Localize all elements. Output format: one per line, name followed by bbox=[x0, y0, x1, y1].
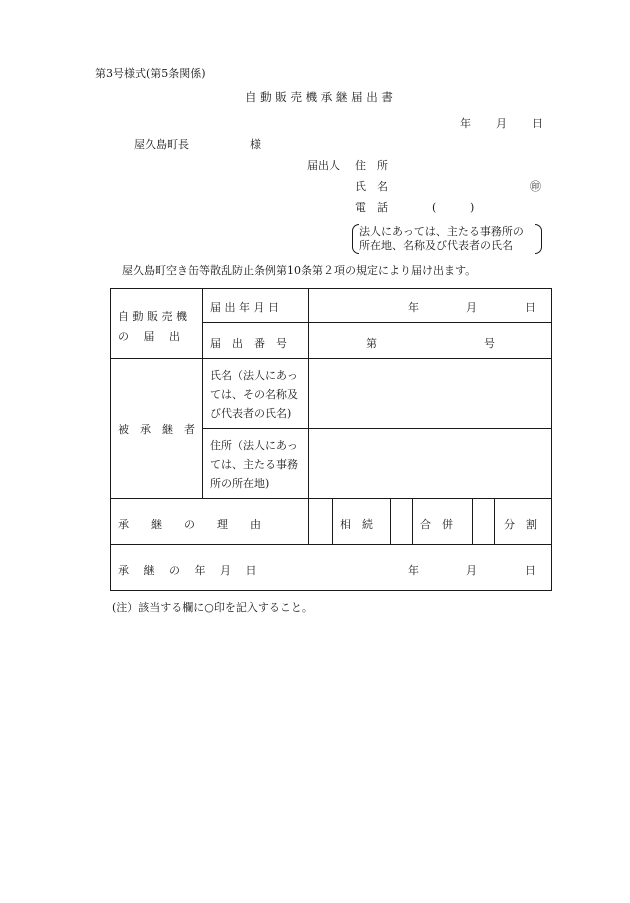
document-title: 自 動 販 売 機 承 継 届 出 書 bbox=[245, 90, 393, 104]
corporate-note-line1: 法人にあっては、主たる事務所の bbox=[359, 225, 524, 238]
predecessor-name-line2: ては、その名称及 bbox=[210, 388, 298, 401]
reason-label: 承 継 の 理 由 bbox=[118, 518, 261, 531]
predecessor-name-line1: 氏名（法人にあっ bbox=[210, 369, 298, 382]
predecessor-address-line2: ては、主たる事務 bbox=[210, 458, 298, 471]
number-suffix: 号 bbox=[484, 337, 495, 350]
applicant-address-label: 住 所 bbox=[355, 159, 388, 172]
applicant-role-label: 届出人 bbox=[307, 159, 340, 172]
form-number-label: 第3号様式(第5条関係) bbox=[95, 67, 206, 80]
predecessor-label: 被 承 継 者 bbox=[118, 423, 195, 436]
vending-day: 日 bbox=[525, 301, 536, 314]
seal-mark: ㊞ bbox=[530, 180, 541, 193]
succession-day: 日 bbox=[525, 564, 536, 577]
corporate-note-line2: 所在地、名称及び代表者の氏名 bbox=[359, 239, 513, 252]
predecessor-address-line3: 所の所在地) bbox=[210, 477, 270, 490]
reason-option-inheritance: 相 続 bbox=[340, 518, 373, 531]
number-prefix: 第 bbox=[366, 337, 377, 350]
vending-month: 月 bbox=[466, 301, 477, 314]
statement-text: 屋久島町空き缶等散乱防止条例第10条第２項の規定により届け出ます。 bbox=[122, 264, 477, 277]
predecessor-name-field bbox=[210, 366, 298, 423]
vending-year: 年 bbox=[408, 301, 419, 314]
corporate-note bbox=[352, 224, 542, 254]
date-field-label: 届 出 年 月 日 bbox=[210, 301, 279, 314]
succession-year: 年 bbox=[408, 564, 419, 577]
vending-label-line2: の 届 出 bbox=[118, 330, 180, 343]
predecessor-address-field bbox=[210, 436, 298, 493]
phone-paren-open: ( bbox=[432, 201, 437, 214]
date-day-label: 日 bbox=[532, 117, 543, 130]
reason-option-split: 分 割 bbox=[504, 518, 537, 531]
predecessor-address-line1: 住所（法人にあっ bbox=[210, 439, 298, 452]
vending-label-line1: 自 動 販 売 機 bbox=[118, 310, 187, 323]
number-field-label: 届 出 番 号 bbox=[210, 337, 287, 350]
applicant-name-label: 氏 名 bbox=[355, 180, 388, 193]
reason-option-merger: 合 併 bbox=[420, 518, 453, 531]
predecessor-name-line3: び代表者の氏名) bbox=[210, 407, 292, 420]
applicant-phone-label: 電 話 bbox=[355, 201, 388, 214]
date-year-label: 年 bbox=[460, 117, 471, 130]
date-month-label: 月 bbox=[496, 117, 507, 130]
phone-paren-close: ) bbox=[470, 201, 475, 214]
bracket-left bbox=[352, 224, 359, 254]
addressee-honorific: 様 bbox=[250, 138, 261, 151]
succession-month: 月 bbox=[466, 564, 477, 577]
bracket-right bbox=[535, 224, 542, 254]
succession-date-label: 承 継 の 年 月 日 bbox=[118, 564, 257, 577]
notification-table bbox=[110, 288, 552, 590]
addressee-name: 屋久島町長 bbox=[134, 138, 189, 151]
footnote: (注）該当する欄に○印を記入すること。 bbox=[112, 601, 313, 614]
